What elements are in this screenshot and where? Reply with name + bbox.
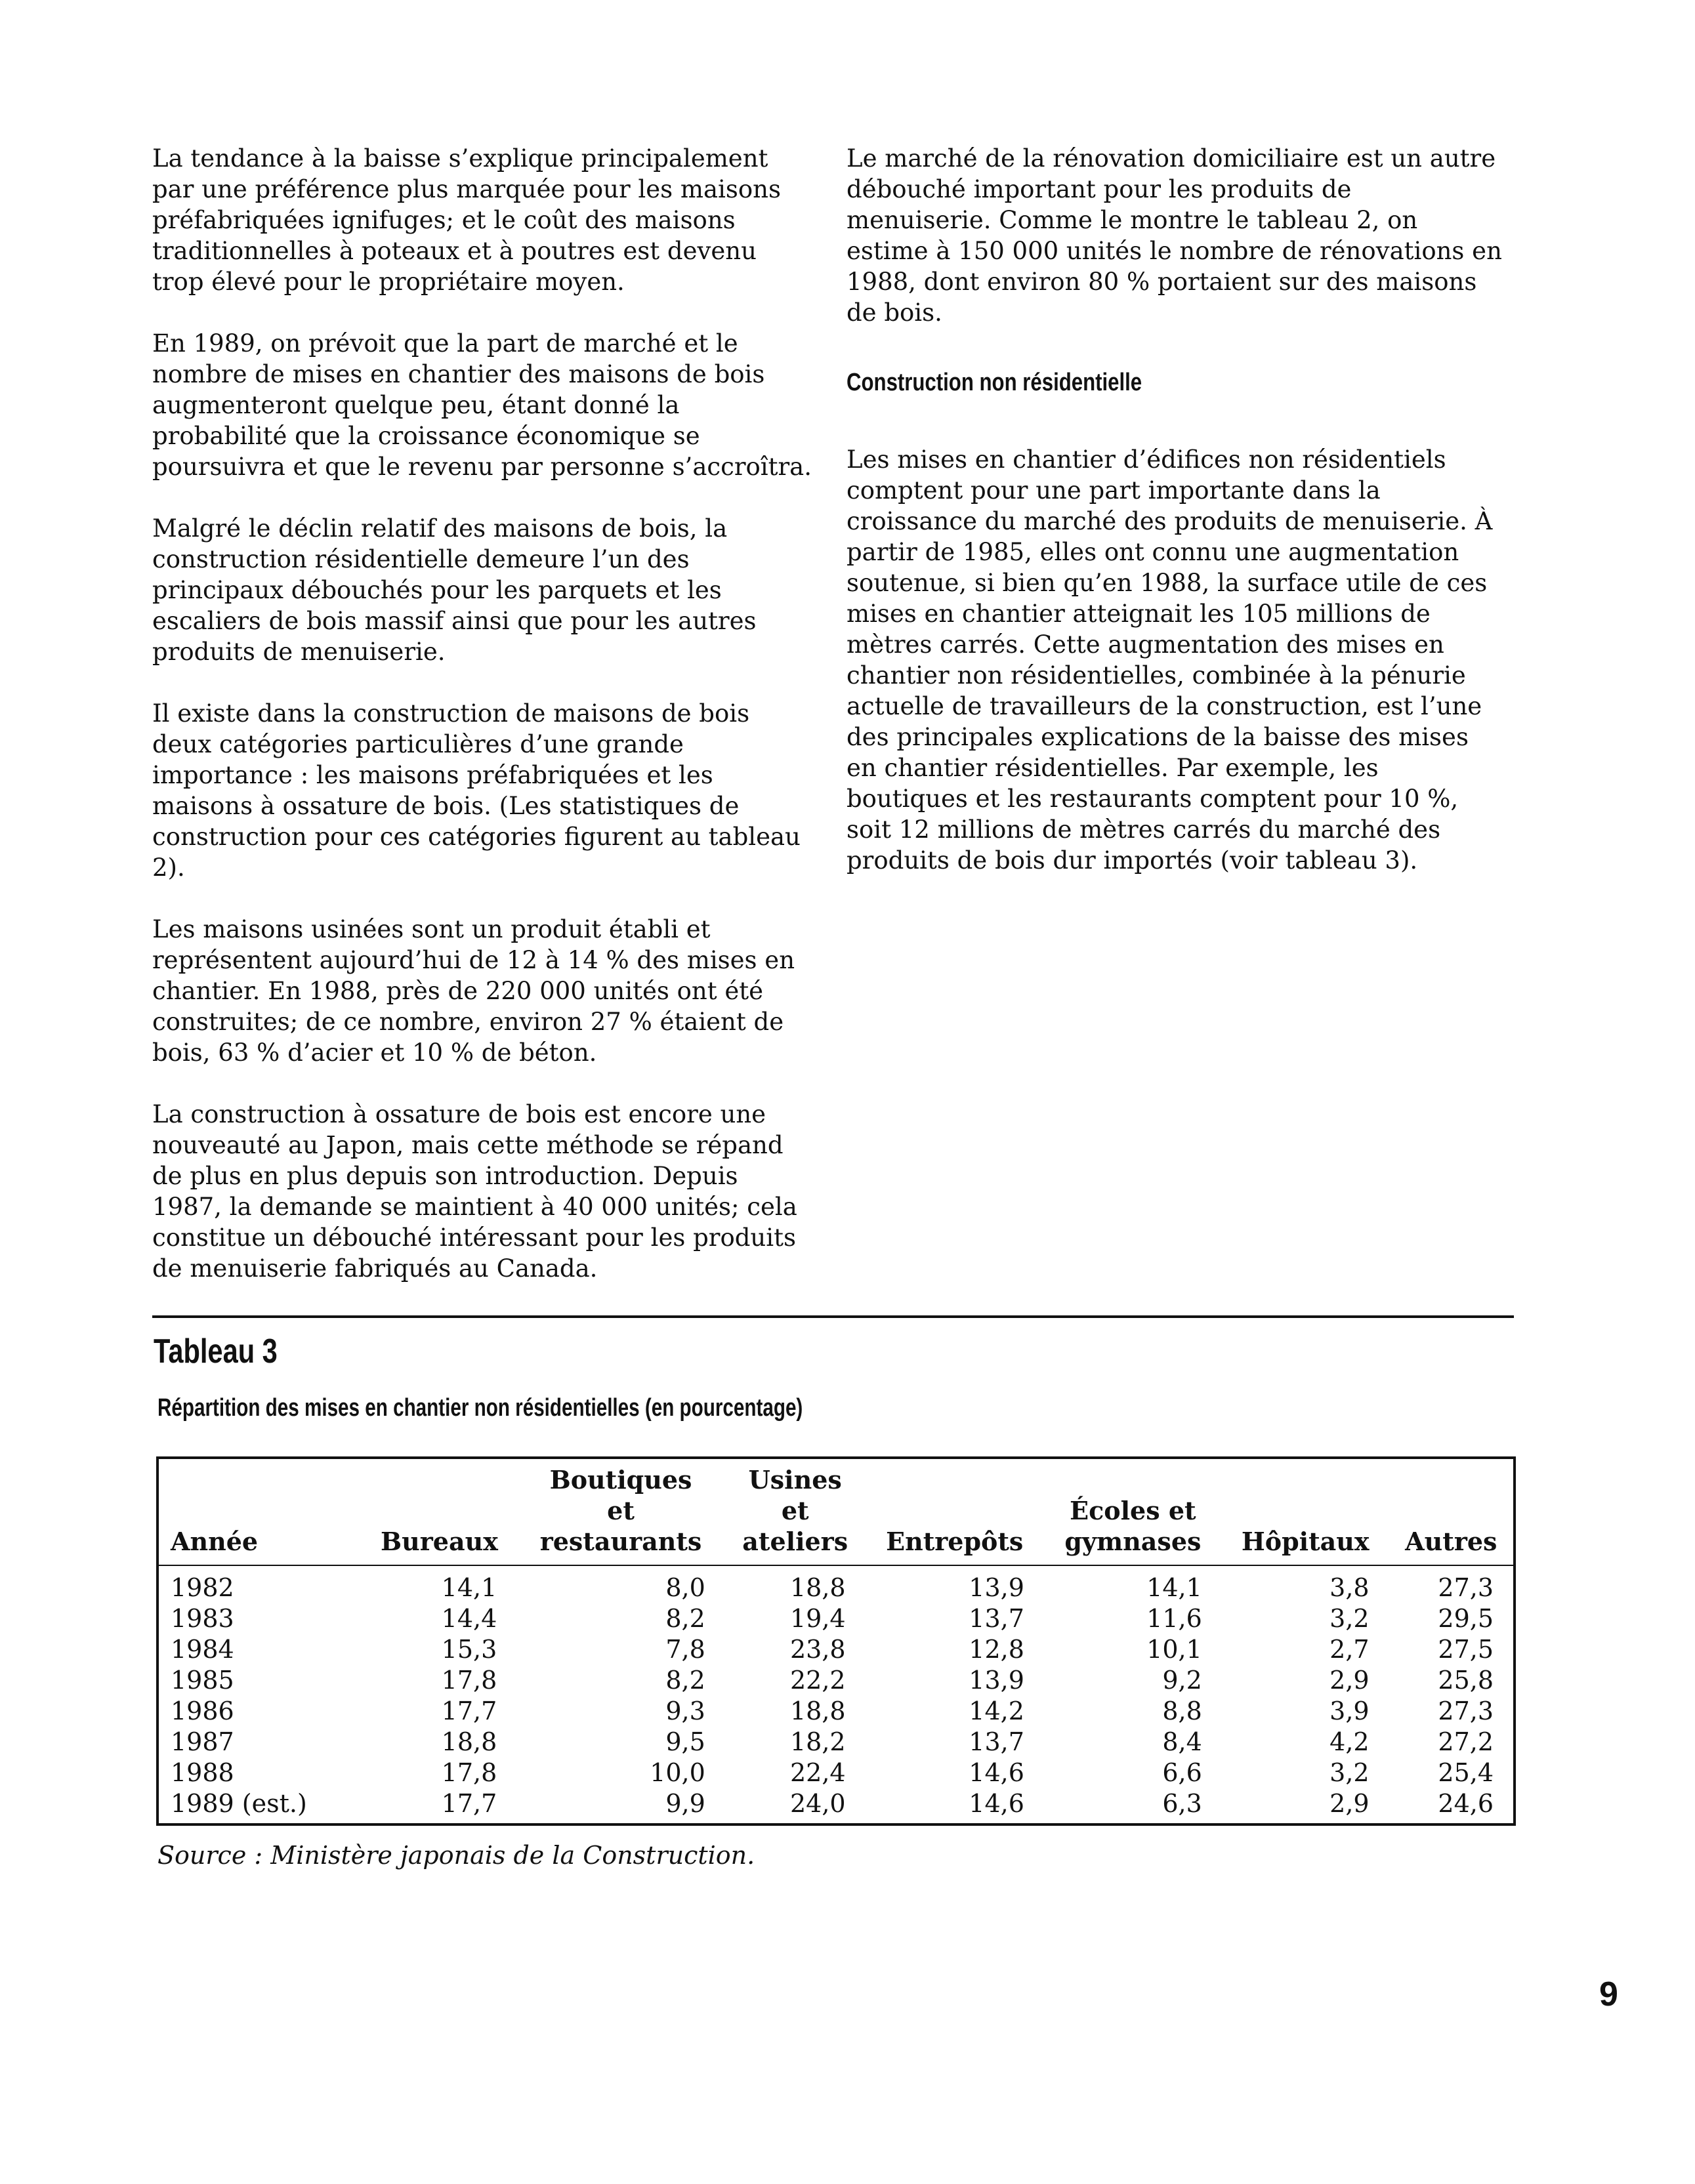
cell-value: 29,5 [1438,1604,1494,1633]
cell-value: 14,4 [441,1604,497,1633]
paragraph: Malgré le déclin relatif des maisons de bois, la construction résidentielle demeure l’un des principaux débouchés pour les parquets et les escaliers de bois massif ainsi que pour les autres produits de menuiserie. [152,514,757,666]
cell-value: 14,6 [969,1789,1024,1818]
table-row [157,1634,1515,1665]
cell-value: 13,9 [969,1573,1024,1602]
cell-value: 18,2 [789,1727,846,1756]
cell-year: 1984 [171,1635,234,1664]
cell-value: 7,8 [665,1635,705,1664]
cell-value: 17,7 [441,1697,497,1725]
cell-value: 13,9 [969,1666,1024,1695]
cell-value: 17,7 [441,1789,497,1818]
cell-value: 18,8 [789,1573,846,1602]
cell-value: 17,8 [441,1758,497,1787]
data-table [156,1456,1516,1826]
cell-year: 1982 [171,1573,234,1602]
table-row [157,1788,1515,1824]
page-number: 9 [1599,1975,1618,2013]
cell-value: 2,9 [1329,1666,1370,1695]
cell-value: 14,1 [441,1573,497,1602]
cell-value: 3,2 [1329,1758,1370,1787]
cell-value: 3,2 [1329,1604,1370,1633]
cell-value: 6,6 [1162,1758,1202,1787]
cell-value: 10,1 [1146,1635,1202,1664]
paragraph: Les mises en chantier d’édifices non résidentiels comptent pour une part importante dans la croissance du marché des produits de menuiserie. À partir de 1985, elles ont connu une augmentation soutenue, si bien qu’en 1988, la surface utile de ces mises en chantier atteignait les 105 millions de mètres carrés. Cette augmentation des mises en chantier non résidentielles, combinée à la pénurie actuelle de travailleurs de la construction, est l’une des principales explications de la baisse des mises en chantier résidentielles. Par exemple, les boutiques et les restaurants comptent pour 10 %, soit 12 millions de mètres carrés du marché des produits de bois dur importés (voir tableau 3). [847,445,1493,875]
cell-year: 1987 [171,1727,234,1756]
cell-value: 14,6 [969,1758,1024,1787]
cell-value: 13,7 [969,1727,1024,1756]
cell-value: 17,8 [441,1666,497,1695]
table-row [157,1665,1515,1696]
cell-value: 9,2 [1162,1666,1202,1695]
cell-value: 22,2 [789,1666,846,1695]
cell-value: 9,5 [665,1727,705,1756]
cell-value: 2,7 [1329,1635,1370,1664]
cell-value: 23,8 [789,1635,846,1664]
cell-value: 25,8 [1438,1666,1494,1695]
cell-value: 8,2 [665,1666,705,1695]
table-top-rule [152,1315,1514,1318]
header-usines: Usines et ateliers [725,1458,866,1565]
cell-value: 3,9 [1329,1697,1370,1725]
left-column [152,143,815,1315]
cell-value: 27,3 [1438,1697,1494,1725]
cell-value: 15,3 [441,1635,497,1664]
table-row [157,1758,1515,1788]
cell-value: 14,2 [969,1697,1024,1725]
table-row [157,1603,1515,1634]
table-row [157,1696,1515,1727]
cell-value: 27,5 [1438,1635,1494,1664]
cell-year: 1988 [171,1758,234,1787]
header-bureaux: Bureaux [362,1458,517,1565]
table-source-note: Source : Ministère japonais de la Construction. [157,1841,755,1870]
cell-year: 1986 [171,1697,234,1725]
cell-value: 8,4 [1162,1727,1202,1756]
cell-value: 11,6 [1146,1604,1202,1633]
cell-year: 1983 [171,1604,234,1633]
table-title: Tableau 3 [154,1332,278,1370]
cell-value: 14,1 [1146,1573,1202,1602]
cell-value: 8,0 [665,1573,705,1602]
paragraph: Il existe dans la construction de maisons de bois deux catégories particulières d’une grande importance : les maisons préfabriquées et les maisons à ossature de bois. (Les statistiques de construction pour ces catégories figurent au tableau 2). [152,699,801,882]
cell-value: 8,8 [1162,1697,1202,1725]
cell-value: 8,2 [665,1604,705,1633]
table-row [157,1727,1515,1758]
header-hopitaux: Hôpitaux [1222,1458,1389,1565]
paragraph: La tendance à la baisse s’explique principalement par une préférence plus marquée pour les maisons préfabriquées ignifuges; et le coût des maisons traditionnelles à poteaux et à poutres est devenu trop élevé pour le propriétaire moyen. [152,144,781,296]
cell-value: 9,9 [665,1789,705,1818]
section-heading: Construction non résidentielle [847,369,1142,396]
cell-value: 27,3 [1438,1573,1494,1602]
table-header-row [157,1458,1515,1565]
cell-value: 10,0 [650,1758,705,1787]
paragraph: La construction à ossature de bois est encore une nouveauté au Japon, mais cette méthode se répand de plus en plus depuis son introduction. Depuis 1987, la demande se maintient à 40 000 unités; cela constitue un débouché intéressant pour les produits de menuiserie fabriqués au Canada. [152,1100,797,1283]
table-row [157,1565,1515,1603]
cell-value: 2,9 [1329,1789,1370,1818]
cell-year: 1989 (est.) [171,1789,307,1818]
cell-year: 1985 [171,1666,234,1695]
right-column [847,143,1503,907]
cell-value: 6,3 [1162,1789,1202,1818]
header-boutiques: Boutiques et restaurants [516,1458,725,1565]
table-subtitle: Répartition des mises en chantier non résidentielles (en pourcentage) [157,1394,803,1422]
cell-value: 22,4 [789,1758,846,1787]
cell-value: 25,4 [1438,1758,1494,1787]
cell-value: 18,8 [789,1697,846,1725]
header-autres: Autres [1389,1458,1515,1565]
cell-value: 27,2 [1438,1727,1494,1756]
cell-value: 24,6 [1438,1789,1494,1818]
cell-value: 24,0 [789,1789,846,1818]
cell-value: 13,7 [969,1604,1024,1633]
paragraph: Le marché de la rénovation domiciliaire est un autre débouché important pour les produits de menuiserie. Comme le montre le tableau 2, on estime à 150 000 unités le nombre de rénovations en 1988, dont environ 80 % portaient sur des maisons de bois. [847,144,1502,327]
cell-value: 12,8 [969,1635,1024,1664]
paragraph: En 1989, on prévoit que la part de marché et le nombre de mises en chantier des maisons de bois augmenteront quelque peu, étant donné la probabilité que la croissance économique se poursuivra et que le revenu par personne s’accroîtra. [152,329,812,481]
header-ecoles: Écoles et gymnases [1044,1458,1222,1565]
cell-value: 4,2 [1329,1727,1370,1756]
paragraph: Les maisons usinées sont un produit établi et représentent aujourd’hui de 12 à 14 % des mises en chantier. En 1988, près de 220 000 unités ont été construites; de ce nombre, environ 27 % étaient de bois, 63 % d’acier et 10 % de béton. [152,915,795,1067]
header-entrepots: Entrepôts [866,1458,1044,1565]
cell-value: 19,4 [789,1604,846,1633]
cell-value: 3,8 [1329,1573,1370,1602]
header-annee: Année [157,1458,362,1565]
cell-value: 9,3 [665,1697,705,1725]
cell-value: 18,8 [441,1727,497,1756]
